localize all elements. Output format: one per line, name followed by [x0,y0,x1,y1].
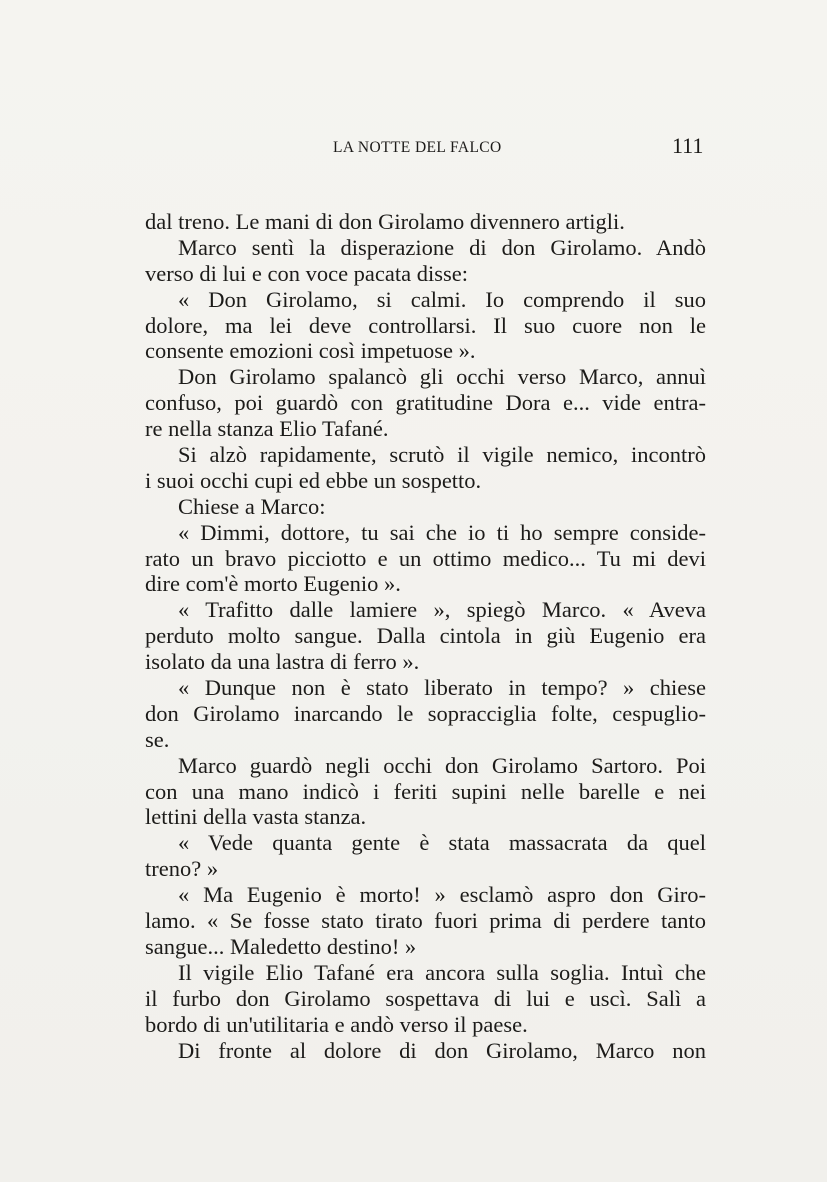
text-line: « Ma Eugenio è morto! » esclamò aspro don Giro- [178,882,706,908]
text-line: don Girolamo inarcando le sopracciglia folte, cespuglio- [145,700,706,726]
text-line: « Dimmi, dottore, tu sai che io ti ho sempre conside- [178,519,706,545]
text-line: perduto molto sangue. Dalla cintola in giù Eugenio era [145,623,706,649]
text-line: « Vede quanta gente è stata massacrata da quel [178,830,706,856]
text-line: Don Girolamo spalancò gli occhi verso Marco, annuì [178,364,706,390]
body-text [145,209,706,1063]
text-line: bordo di un'utilitaria e andò verso il paese. [145,1011,528,1037]
text-line: lamo. « Se fosse stato tirato fuori prima di perdere tanto [145,908,706,934]
text-line: consente emozioni così impetuose ». [145,338,476,364]
text-line: confuso, poi guardò con gratitudine Dora e... vide entra- [145,390,706,416]
text-line: re nella stanza Elio Tafané. [145,416,389,442]
text-line: Marco guardò negli occhi don Girolamo Sartoro. Poi [178,752,706,778]
text-line: isolato da una lastra di ferro ». [145,649,420,675]
text-line: Chiese a Marco: [178,493,326,519]
text-line: Si alzò rapidamente, scrutò il vigile nemico, incontrò [178,442,706,468]
text-line: dolore, ma lei deve controllarsi. Il suo cuore non le [145,312,706,338]
text-line: « Dunque non è stato liberato in tempo? » chiese [178,675,706,701]
text-line: Di fronte al dolore di don Girolamo, Marco non [178,1037,706,1063]
text-line: verso di lui e con voce pacata disse: [145,260,469,286]
text-line: Marco sentì la disperazione di don Girolamo. Andò [178,234,706,260]
text-line: dal treno. Le mani di don Girolamo divennero artigli. [145,209,625,234]
text-line: treno? » [145,856,219,882]
text-line: con una mano indicò i feriti supini nelle barelle e nei [145,778,706,804]
text-line: se. [145,726,170,752]
running-title: LA NOTTE DEL FALCO [333,139,502,156]
text-line: « Trafitto dalle lamiere », spiegò Marco. « Aveva [178,597,706,623]
text-line: il furbo don Girolamo sospettava di lui e uscì. Salì a [145,985,706,1011]
text-line: sangue... Maledetto destino! » [145,933,417,959]
page-number: 111 [672,133,704,158]
text-line: dire com'è morto Eugenio ». [145,571,401,597]
text-line: i suoi occhi cupi ed ebbe un sospetto. [145,467,482,493]
text-line: « Don Girolamo, si calmi. Io comprendo il suo [178,286,706,312]
text-line: lettini della vasta stanza. [145,804,367,830]
text-line: rato un bravo picciotto e un ottimo medico... Tu mi devi [145,545,706,571]
text-line: Il vigile Elio Tafané era ancora sulla soglia. Intuì che [178,959,706,985]
